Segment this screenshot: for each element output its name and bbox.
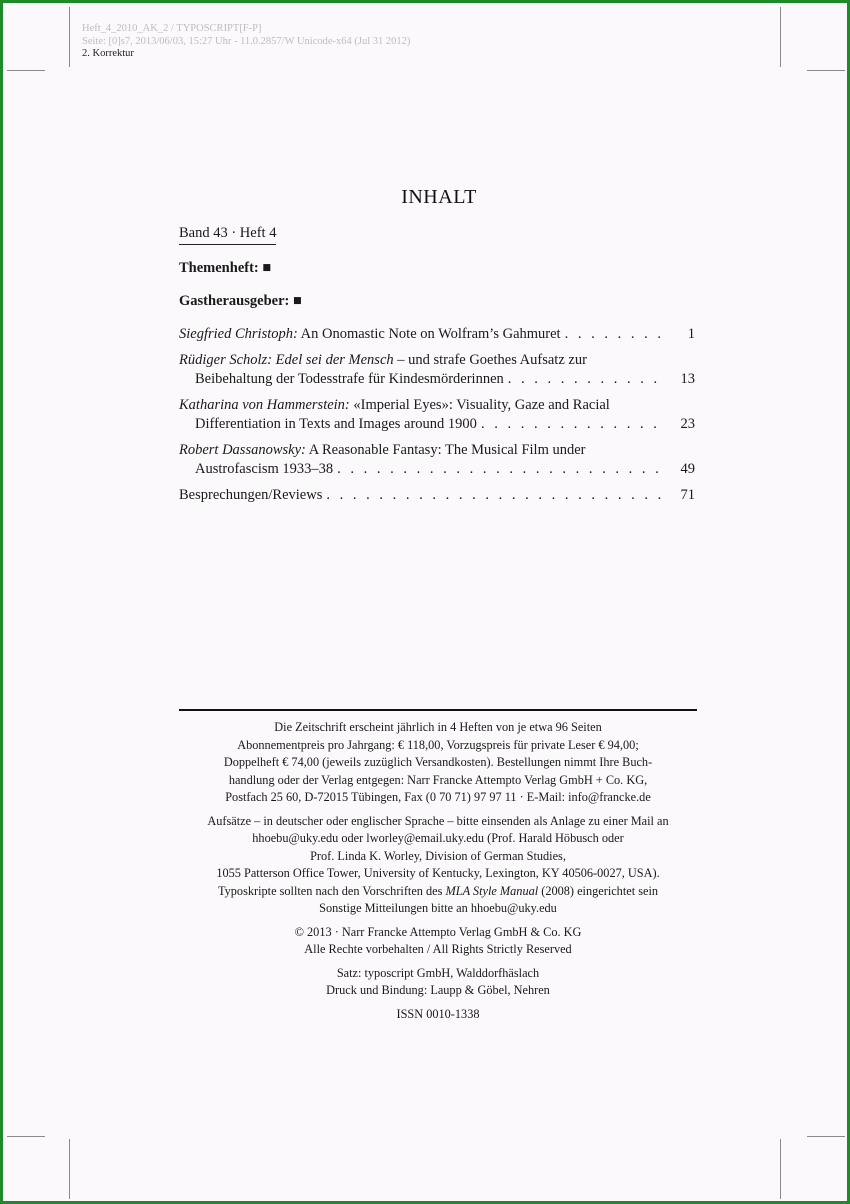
imprint-line: Doppelheft € 74,00 (jeweils zuzüglich Versandkosten). Bestellungen nimmt Ihre Buch- [223, 755, 653, 769]
toc-title: – und strafe Goethes Aufsatz zur [393, 352, 587, 368]
toc-entry [179, 325, 695, 344]
toc-entry [179, 396, 695, 434]
imprint-line: Abonnementpreis pro Jahrgang: € 118,00, Vorzugspreis für private Leser € 94,00; [237, 737, 639, 752]
crop-mark [69, 1139, 70, 1199]
leader-dots [508, 370, 665, 389]
imprint-text: Typoskripte sollten nach den Vorschriften des [217, 883, 446, 898]
separator-rule [179, 709, 697, 711]
toc-title: An Onomastic Note on Wolfram’s Gahmuret [297, 326, 561, 342]
meta-correction: 2. Korrektur [82, 48, 134, 59]
toc-list [179, 325, 695, 505]
leader-dots [565, 325, 665, 344]
toc-title-continued: Austrofascism 1933–38 [195, 461, 334, 477]
imprint-line: Aufsätze – in deutscher oder englischer Sprache – bitte einsenden als Anlage zu einer Mail an [207, 813, 669, 828]
imprint-line: 1055 Patterson Office Tower, University of Kentucky, Lexington, KY 40506-0027, USA). [216, 866, 660, 880]
style-manual-title: MLA Style Manual [445, 883, 539, 898]
toc-page-number: 1 [687, 326, 695, 342]
imprint-line: Prof. Linda K. Worley, Division of German Studies, [310, 848, 566, 863]
table-of-contents [179, 224, 695, 512]
volume-issue: Band 43 · Heft 4 [179, 224, 276, 245]
imprint-line [179, 883, 697, 901]
toc-author: Katharina von Hammerstein: [179, 397, 350, 413]
toc-entry [179, 351, 695, 389]
toc-title-continued: Differentiation in Texts and Images around 1900 [195, 416, 477, 432]
imprint-line: hhoebu@uky.edu oder lworley@email.uky.edu (Prof. Harald Höbusch oder [252, 831, 624, 845]
submission-info [179, 813, 697, 918]
gastherausgeber-label: Gastherausgeber: ■ [179, 293, 302, 309]
crop-mark [780, 7, 781, 67]
subscription-info [179, 719, 697, 807]
imprint-line: Satz: typoscript GmbH, Walddorfhäslach [336, 965, 540, 980]
toc-entry [179, 441, 695, 479]
crop-mark [7, 1136, 45, 1137]
toc-title-continued: Beibehaltung der Todesstrafe für Kindesmörderinnen [195, 371, 504, 387]
toc-author: Robert Dassanowsky: [179, 442, 306, 458]
meta-line: Seite: [0]s7, 2013/06/03, 15:27 Uhr - 11.0.2857/W Unicode-x64 (Jul 31 2012) [82, 35, 411, 47]
print-metadata [82, 23, 410, 61]
issn-number: ISSN 0010-1338 [396, 1006, 480, 1021]
imprint-line: Druck und Bindung: Laupp & Göbel, Nehren [326, 983, 550, 997]
issn [179, 1006, 697, 1024]
toc-title: A Reasonable Fantasy: The Musical Film under [305, 442, 586, 458]
leader-dots [337, 460, 665, 479]
imprint-text: (2008) eingerichtet sein [538, 883, 659, 898]
imprint-line: © 2013 · Narr Francke Attempto Verlag GmbH & Co. KG [294, 924, 582, 939]
imprint-line: Sonstige Mitteilungen bitte an hhoebu@uky.edu [319, 901, 557, 915]
toc-reviews-label: Besprechungen/Reviews [179, 487, 323, 503]
crop-mark [780, 1139, 781, 1199]
crop-mark [807, 1136, 845, 1137]
toc-author: Siegfried Christoph: [179, 326, 298, 342]
toc-page-number: 71 [680, 487, 695, 503]
imprint [179, 719, 697, 1029]
toc-page-number: 49 [680, 461, 695, 477]
imprint-line: Postfach 25 60, D-72015 Tübingen, Fax (0 70 71) 97 97 11 · E-Mail: info@francke.de [225, 790, 651, 804]
imprint-line: handlung oder der Verlag entgegen: Narr Francke Attempto Verlag GmbH + Co. KG, [228, 772, 648, 787]
toc-page-number: 23 [680, 416, 695, 432]
production-info [179, 965, 697, 1000]
toc-title: «Imperial Eyes»: Visuality, Gaze and Racial [349, 397, 610, 413]
crop-mark [69, 7, 70, 67]
crop-mark [807, 70, 845, 71]
leader-dots [326, 486, 665, 505]
imprint-line: Alle Rechte vorbehalten / All Rights Strictly Reserved [304, 942, 572, 956]
toc-page-number: 13 [680, 371, 695, 387]
toc-entry-reviews [179, 486, 695, 505]
themenheft-label: Themenheft: ■ [179, 260, 272, 276]
copyright-info [179, 924, 697, 959]
meta-line: Heft_4_2010_AK_2 / TYPOSCRIPT[F-P] [82, 23, 262, 34]
page-title: INHALT [401, 186, 477, 208]
crop-mark [7, 70, 45, 71]
imprint-line: Die Zeitschrift erscheint jährlich in 4 Heften von je etwa 96 Seiten [274, 720, 602, 734]
toc-author: Rüdiger Scholz: Edel sei der Mensch [179, 352, 394, 368]
leader-dots [481, 415, 665, 434]
